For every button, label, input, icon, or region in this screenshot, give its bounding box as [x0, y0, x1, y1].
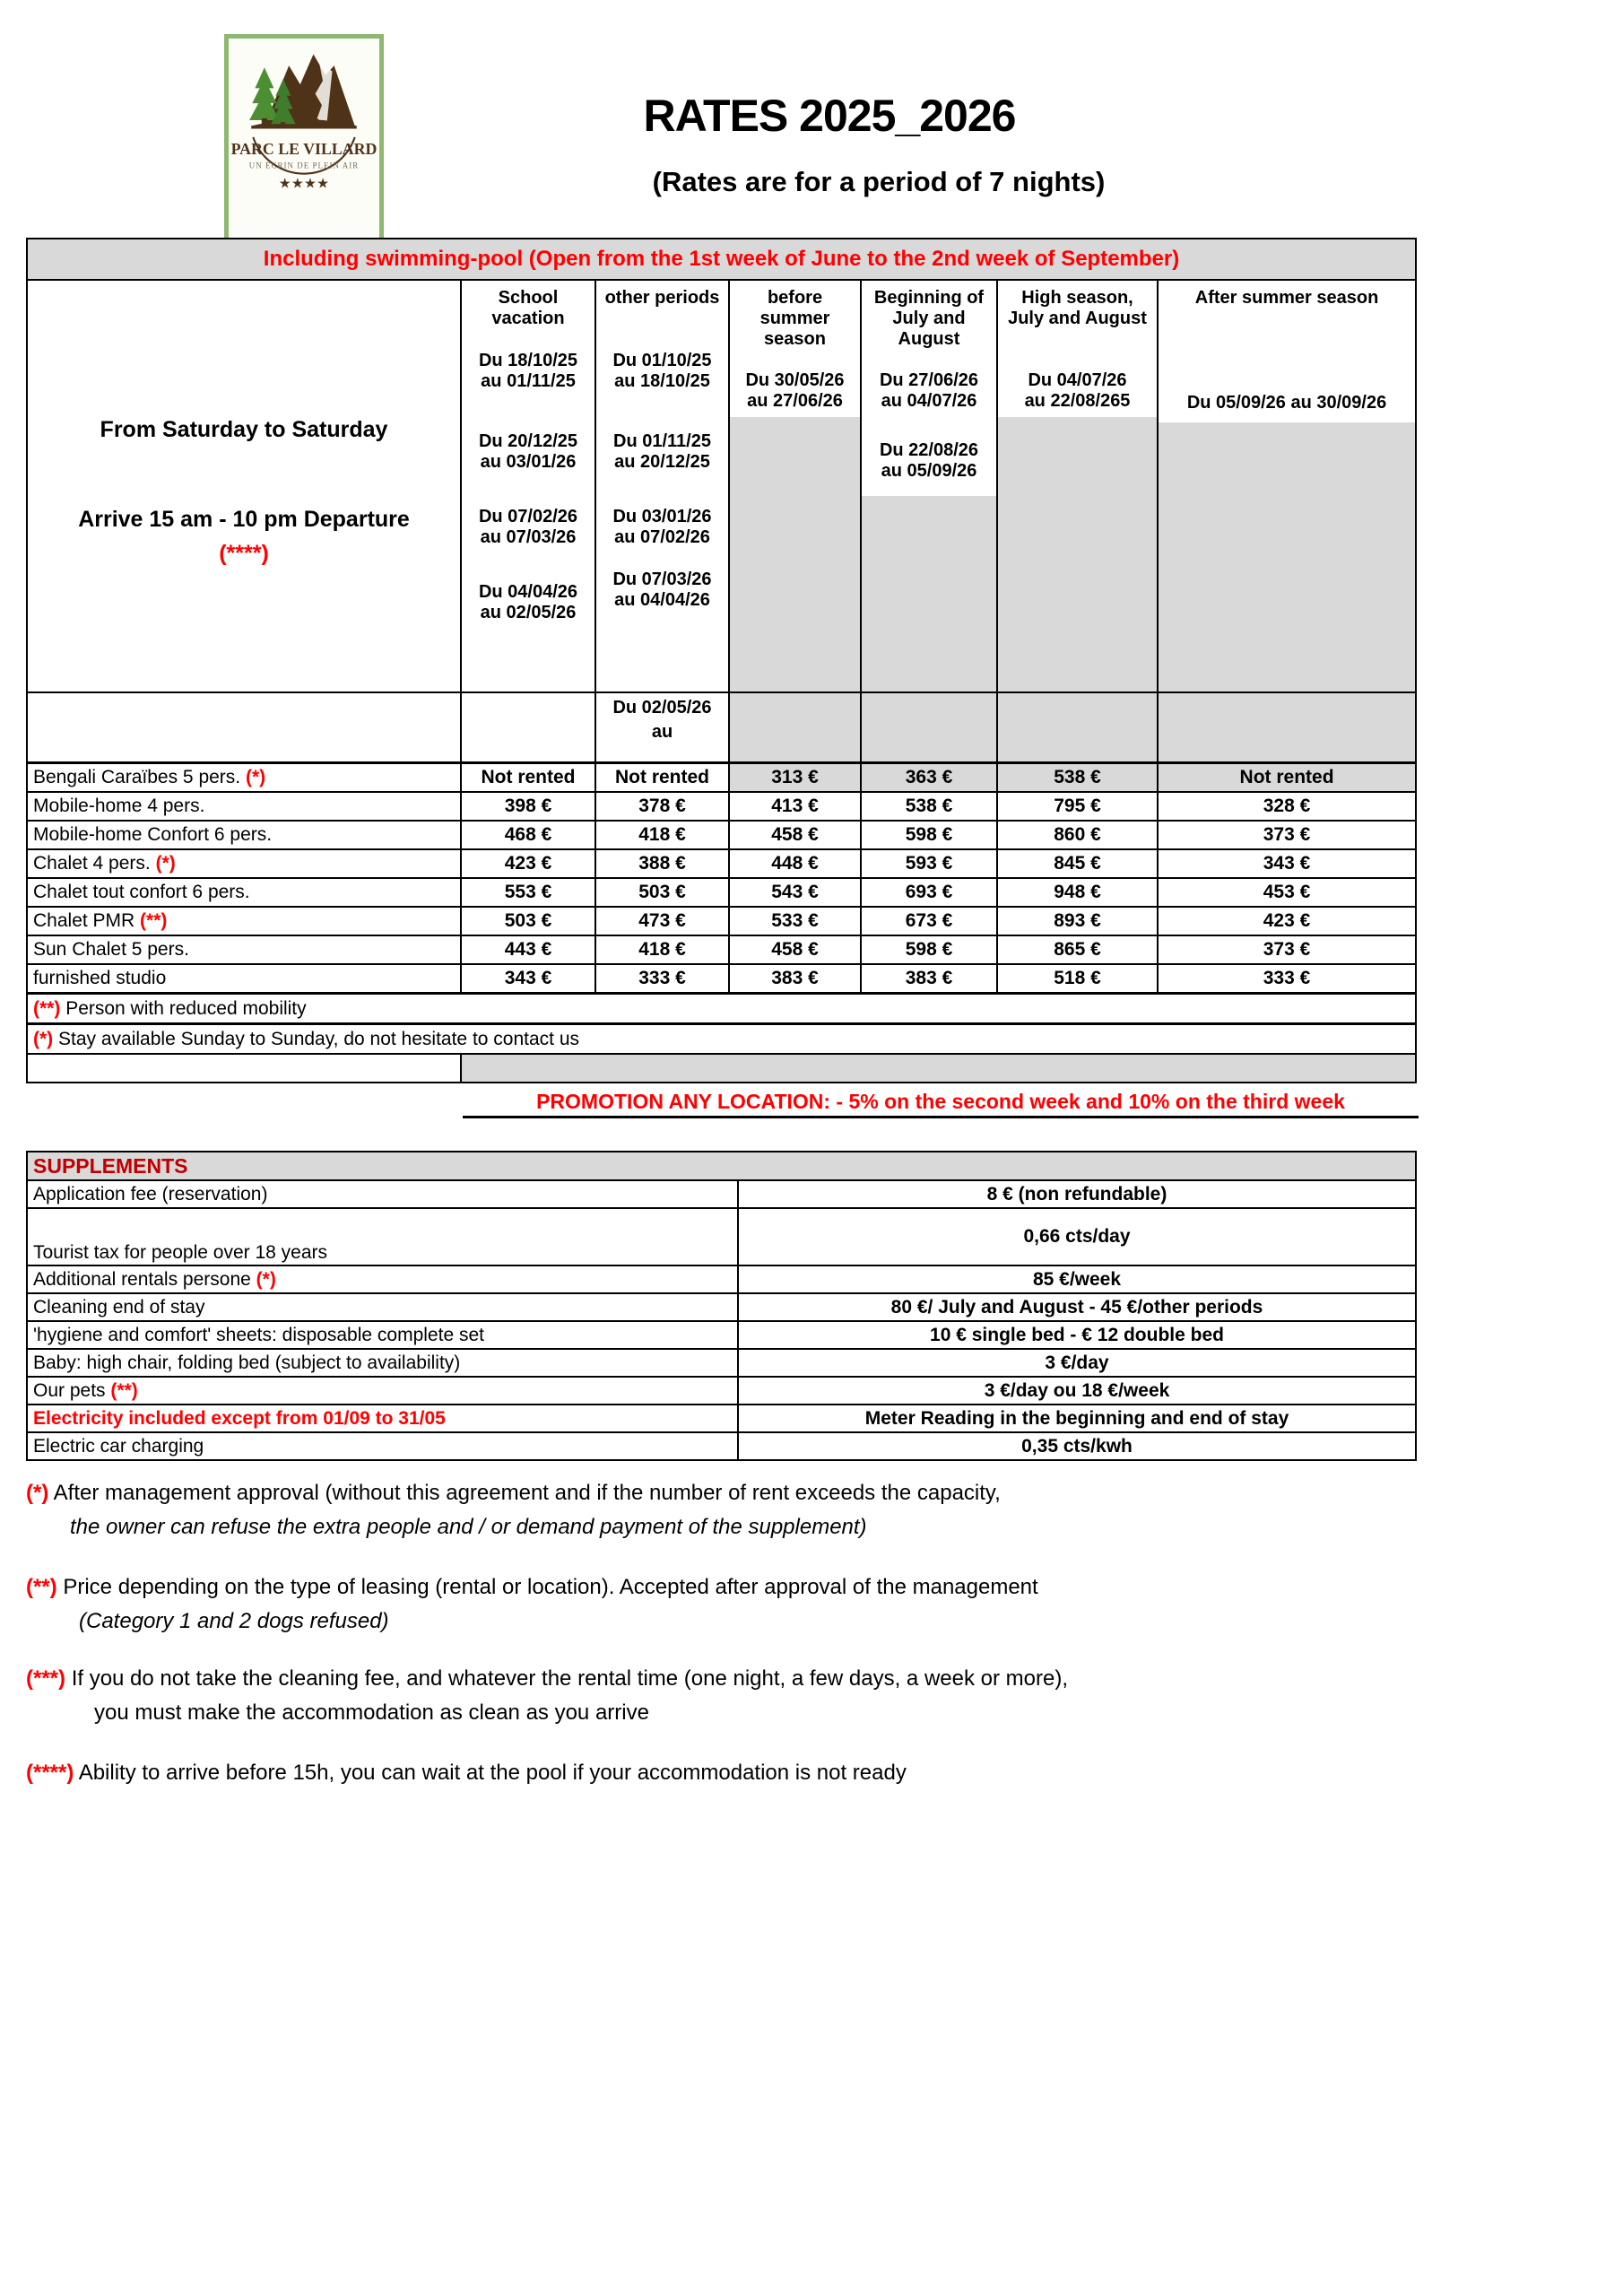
supplement-row — [27, 1349, 1416, 1377]
supplement-label: Tourist tax for people over 18 years — [27, 1208, 738, 1265]
supplement-label: Additional rentals persone (*) — [27, 1265, 738, 1293]
price-cell: 343 € — [461, 964, 595, 994]
supplement-label: Cleaning end of stay — [27, 1293, 738, 1321]
price-cell: 423 € — [461, 849, 595, 878]
table-footnote-row — [27, 994, 1416, 1024]
footnote-line: you must make the accommodation as clean as you arrive — [94, 1700, 649, 1725]
left-header-cell — [27, 280, 461, 692]
price-cell: 313 € — [729, 763, 861, 793]
extra-period-row — [27, 692, 1416, 763]
price-cell: 893 € — [997, 907, 1158, 935]
date-range: Du 05/09/26 au 30/09/26 — [1186, 393, 1387, 413]
price-cell: 388 € — [595, 849, 729, 878]
accommodation-label: Mobile-home 4 pers. — [27, 792, 461, 821]
price-cell: 795 € — [997, 792, 1158, 821]
price-cell: 418 € — [595, 935, 729, 964]
rate-row — [27, 907, 1416, 935]
season-column-high-season — [997, 280, 1158, 692]
campsite-logo — [224, 34, 384, 242]
page-title: RATES 2025_2026 — [643, 91, 1016, 141]
price-cell: 503 € — [461, 907, 595, 935]
season-title: before summer season — [759, 288, 830, 349]
table-footnote-row — [27, 1024, 1416, 1055]
rate-row — [27, 821, 1416, 849]
footnote-line: (**) Price depending on the type of leasing (rental or location). Accepted after approval of the management — [26, 1575, 1038, 1599]
price-cell: 865 € — [997, 935, 1158, 964]
supplement-row — [27, 1321, 1416, 1349]
accommodation-label: Chalet 4 pers. (*) — [27, 849, 461, 878]
logo-subtitle: UN ÉCRIN DE PLEIN AIR — [248, 161, 360, 170]
footnote-line: (****) Ability to arrive before 15h, you can wait at the pool if your accommodation is not ready — [26, 1761, 907, 1785]
rate-row — [27, 964, 1416, 994]
price-cell: 693 € — [861, 878, 997, 907]
price-cell: Not rented — [595, 763, 729, 793]
price-cell: 538 € — [861, 792, 997, 821]
empty-cell — [27, 692, 461, 763]
footnote-text: Stay available Sunday to Sunday, do not hesitate to contact us — [58, 1028, 580, 1049]
date-range: Du 07/03/26 au 04/04/26 — [612, 570, 712, 610]
footnote-line: (*) After management approval (without this agreement and if the number of rent exceeds the capacity, — [26, 1481, 1001, 1505]
price-cell: 473 € — [595, 907, 729, 935]
supplement-value: 3 €/day — [738, 1349, 1416, 1377]
price-cell: 413 € — [729, 792, 861, 821]
date-range: Du 01/10/25 au 18/10/25 — [612, 351, 712, 391]
price-cell: 453 € — [1158, 878, 1416, 907]
saturday-to-saturday-label: From Saturday to Saturday — [100, 417, 388, 442]
price-cell: 860 € — [997, 821, 1158, 849]
price-cell: 533 € — [729, 907, 861, 935]
supplement-label: Our pets (**) — [27, 1377, 738, 1405]
date-range: Du 02/05/26 au — [612, 698, 712, 742]
empty-row — [27, 1054, 1416, 1083]
price-cell: 378 € — [595, 792, 729, 821]
price-cell: 598 € — [861, 821, 997, 849]
price-cell: 518 € — [997, 964, 1158, 994]
footnote-line: the owner can refuse the extra people and / or demand payment of the supplement) — [70, 1515, 867, 1539]
price-cell: 333 € — [1158, 964, 1416, 994]
price-cell: 845 € — [997, 849, 1158, 878]
logo-graphic — [229, 39, 379, 238]
accommodation-label: Bengali Caraïbes 5 pers. (*) — [27, 763, 461, 793]
rates-table — [26, 238, 1417, 1083]
season-header-row — [27, 280, 1416, 692]
price-cell: 373 € — [1158, 935, 1416, 964]
supplement-value: 80 €/ July and August - 45 €/other periods — [738, 1293, 1416, 1321]
accommodation-label: Mobile-home Confort 6 pers. — [27, 821, 461, 849]
price-cell: 543 € — [729, 878, 861, 907]
swimming-pool-banner: Including swimming-pool (Open from the 1st week of June to the 2nd week of September) — [27, 239, 1416, 280]
footnote-marker: (**) — [26, 1575, 57, 1599]
footnote-line: (***) If you do not take the cleaning fee, and whatever the rental time (one night, a few days, a week or more), — [26, 1666, 1068, 1691]
rate-row — [27, 935, 1416, 964]
supplement-value: 0,66 cts/day — [738, 1208, 1416, 1265]
date-range: Du 27/06/26 au 04/07/26 — [879, 370, 979, 411]
gray-cell — [729, 692, 861, 763]
season-column-after-summer — [1158, 280, 1416, 692]
price-cell: 458 € — [729, 935, 861, 964]
rate-row — [27, 792, 1416, 821]
supplement-value: 3 €/day ou 18 €/week — [738, 1377, 1416, 1405]
banner-row — [27, 239, 1416, 280]
price-cell: 418 € — [595, 821, 729, 849]
price-cell: 398 € — [461, 792, 595, 821]
price-cell: 343 € — [1158, 849, 1416, 878]
season-column-before-summer — [729, 280, 861, 692]
price-cell: 333 € — [595, 964, 729, 994]
gray-fill — [998, 417, 1157, 691]
price-cell: 503 € — [595, 878, 729, 907]
supplement-value: 85 €/week — [738, 1265, 1416, 1293]
season-column-other-periods — [595, 280, 729, 692]
supplement-row — [27, 1293, 1416, 1321]
date-range: Du 18/10/25 au 01/11/25 — [478, 351, 578, 391]
date-range: Du 01/11/25 au 20/12/25 — [613, 431, 711, 472]
gray-fill — [730, 417, 860, 691]
date-range: Du 07/02/26 au 07/03/26 — [478, 507, 578, 547]
supplement-row — [27, 1432, 1416, 1460]
price-cell: 553 € — [461, 878, 595, 907]
footnote-marker: (****) — [26, 1761, 74, 1785]
arrival-departure-label: Arrive 15 am - 10 pm Departure — [78, 507, 410, 532]
supplements-table — [26, 1151, 1417, 1461]
price-cell: 363 € — [861, 763, 997, 793]
gray-fill — [1159, 422, 1415, 691]
supplement-label: 'hygiene and comfort' sheets: disposable complete set — [27, 1321, 738, 1349]
supplement-label: Application fee (reservation) — [27, 1180, 738, 1208]
supplement-row — [27, 1208, 1416, 1265]
gray-cell — [861, 692, 997, 763]
date-range: Du 04/04/26 au 02/05/26 — [478, 582, 578, 622]
season-title: other periods — [604, 288, 720, 308]
footnote-marker: (*) — [26, 1481, 49, 1505]
season-title: High season, July and August — [1008, 288, 1147, 328]
price-cell: 538 € — [997, 763, 1158, 793]
accommodation-label: Chalet tout confort 6 pers. — [27, 878, 461, 907]
price-cell: 593 € — [861, 849, 997, 878]
empty-cell — [27, 1054, 461, 1083]
gray-fill — [862, 496, 996, 691]
price-cell: 598 € — [861, 935, 997, 964]
price-cell: 443 € — [461, 935, 595, 964]
price-cell: 383 € — [861, 964, 997, 994]
accommodation-label: furnished studio — [27, 964, 461, 994]
gray-cell — [1158, 692, 1416, 763]
season-title: Beginning of July and August — [873, 288, 985, 349]
footnote-marker: (***) — [26, 1666, 66, 1691]
supplements-header-row — [27, 1152, 1416, 1180]
gray-cell — [997, 692, 1158, 763]
date-range: Du 30/05/26 au 27/06/26 — [745, 370, 845, 411]
footnote-marker: (*) — [33, 1028, 54, 1049]
supplement-label: Electric car charging — [27, 1432, 738, 1460]
logo-title: PARC LE VILLARD — [230, 139, 378, 158]
supplement-row — [27, 1405, 1416, 1432]
rate-row — [27, 763, 1416, 793]
supplement-row — [27, 1180, 1416, 1208]
price-cell: 448 € — [729, 849, 861, 878]
price-cell: 373 € — [1158, 821, 1416, 849]
price-cell: 468 € — [461, 821, 595, 849]
price-cell: 948 € — [997, 878, 1158, 907]
accommodation-label: Sun Chalet 5 pers. — [27, 935, 461, 964]
footnote-marker: (**) — [33, 997, 61, 1019]
accommodation-label: Chalet PMR (**) — [27, 907, 461, 935]
supplement-row — [27, 1265, 1416, 1293]
promotion-banner: PROMOTION ANY LOCATION: - 5% on the second week and 10% on the third week — [463, 1089, 1419, 1118]
date-range: Du 22/08/26 au 05/09/26 — [879, 440, 979, 481]
price-cell: Not rented — [1158, 763, 1416, 793]
page-subtitle: (Rates are for a period of 7 nights) — [652, 166, 1106, 197]
arrival-note-marker: (****) — [219, 541, 269, 566]
extra-period-cell — [595, 692, 729, 763]
season-column-school-vacation — [461, 280, 595, 692]
supplement-row — [27, 1377, 1416, 1405]
season-title: After summer season — [1194, 288, 1379, 308]
footnote-line: (Category 1 and 2 dogs refused) — [79, 1609, 389, 1633]
empty-cell — [461, 692, 595, 763]
price-cell: Not rented — [461, 763, 595, 793]
supplement-value: 0,35 cts/kwh — [738, 1432, 1416, 1460]
supplements-title: SUPPLEMENTS — [27, 1152, 1416, 1180]
rate-row — [27, 849, 1416, 878]
gray-cell — [461, 1054, 1416, 1083]
footnote-text: Person with reduced mobility — [65, 997, 307, 1019]
rate-row — [27, 878, 1416, 907]
price-cell: 458 € — [729, 821, 861, 849]
price-cell: 423 € — [1158, 907, 1416, 935]
supplement-value: 8 € (non refundable) — [738, 1180, 1416, 1208]
price-cell: 328 € — [1158, 792, 1416, 821]
supplement-label-electricity: Electricity included except from 01/09 to 31/05 — [27, 1405, 738, 1432]
date-range: Du 04/07/26 au 22/08/265 — [1024, 370, 1131, 411]
supplement-label: Baby: high chair, folding bed (subject to availability) — [27, 1349, 738, 1377]
supplement-value: Meter Reading in the beginning and end of stay — [738, 1405, 1416, 1432]
price-cell: 673 € — [861, 907, 997, 935]
date-range: Du 20/12/25 au 03/01/26 — [478, 431, 578, 472]
season-column-beginning-july-august — [861, 280, 997, 692]
supplement-value: 10 € single bed - € 12 double bed — [738, 1321, 1416, 1349]
season-title: School vacation — [491, 288, 565, 328]
price-cell: 383 € — [729, 964, 861, 994]
logo-stars: ★★★★ — [278, 176, 330, 192]
date-range: Du 03/01/26 au 07/02/26 — [612, 507, 712, 547]
